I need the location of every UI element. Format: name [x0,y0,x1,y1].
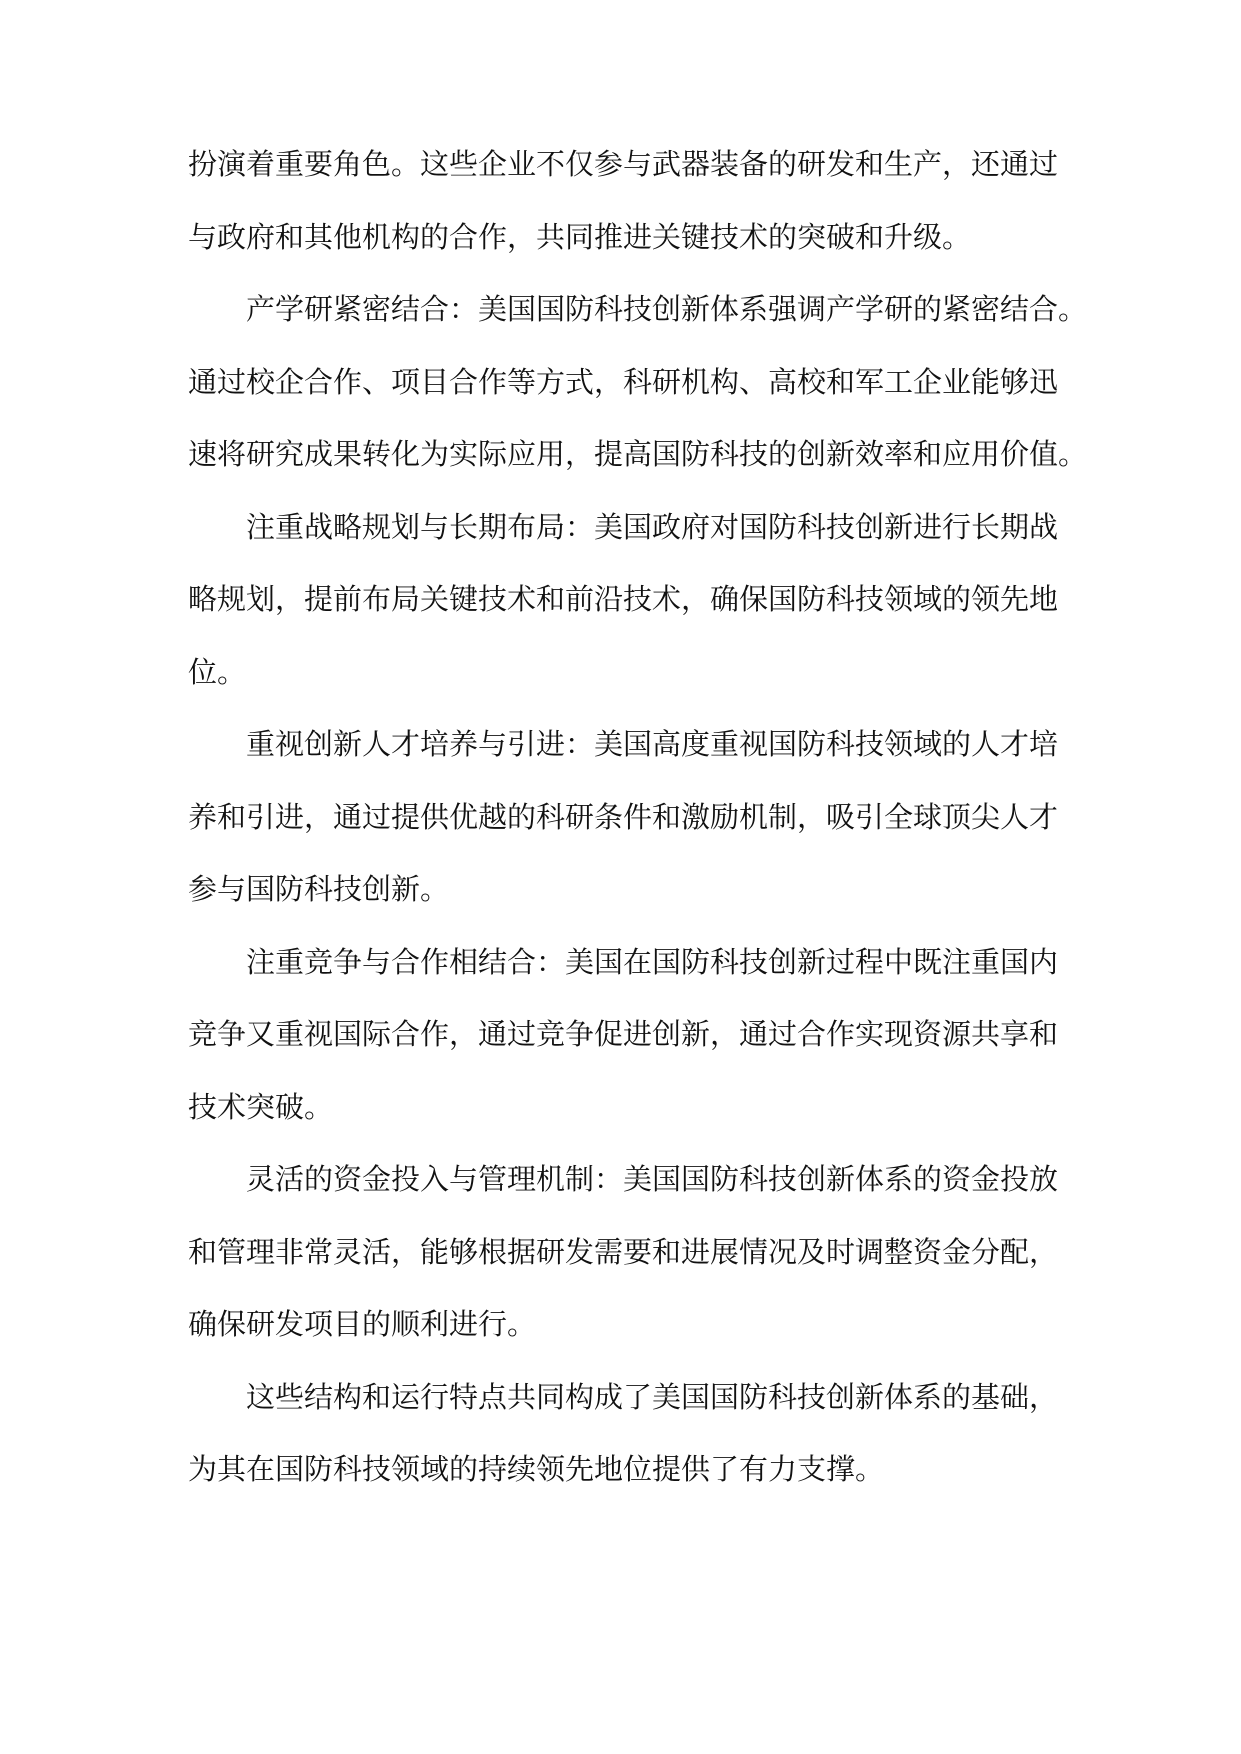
text-line: 技术突破。 [188,1089,334,1124]
text-line: 略规划，提前布局关键技术和前沿技术，确保国防科技领域的领先地 [188,582,1059,616]
text-line: 与政府和其他机构的合作，共同推进关键技术的突破和升级。 [188,219,972,254]
text-line: 通过校企合作、项目合作等方式，科研机构、高校和军工企业能够迅 [188,364,1059,399]
text-line: 确保研发项目的顺利进行。 [188,1307,537,1341]
text-line: 竞争又重视国际合作，通过竞争促进创新，通过合作实现资源共享和 [188,1017,1059,1051]
paragraph-first-line: 产学研紧密结合：美国国防科技创新体系强调产学研的紧密结合。 [246,292,1088,326]
paragraph-first-line: 灵活的资金投入与管理机制：美国国防科技创新体系的资金投放 [246,1162,1059,1196]
text-line: 位。 [188,654,247,689]
paragraph-first-line: 这些结构和运行特点共同构成了美国国防科技创新体系的基础， [246,1379,1059,1414]
text-line: 扮演着重要角色。这些企业不仅参与武器装备的研发和生产，还通过 [188,147,1059,181]
text-line: 速将研究成果转化为实际应用，提高国防科技的创新效率和应用价值。 [188,437,1088,471]
text-line: 为其在国防科技领域的持续领先地位提供了有力支撑。 [188,1452,885,1486]
text-line: 和管理非常灵活，能够根据研发需要和进展情况及时调整资金分配， [188,1234,1059,1269]
paragraph-first-line: 注重竞争与合作相结合：美国在国防科技创新过程中既注重国内 [246,944,1059,979]
document-body [188,147,1088,1486]
paragraph-first-line: 重视创新人才培养与引进：美国高度重视国防科技领域的人才培 [246,727,1059,761]
text-line: 养和引进，通过提供优越的科研条件和激励机制，吸引全球顶尖人才 [188,799,1059,834]
paragraph-first-line: 注重战略规划与长期布局：美国政府对国防科技创新进行长期战 [246,509,1059,544]
text-line: 参与国防科技创新。 [188,872,450,906]
